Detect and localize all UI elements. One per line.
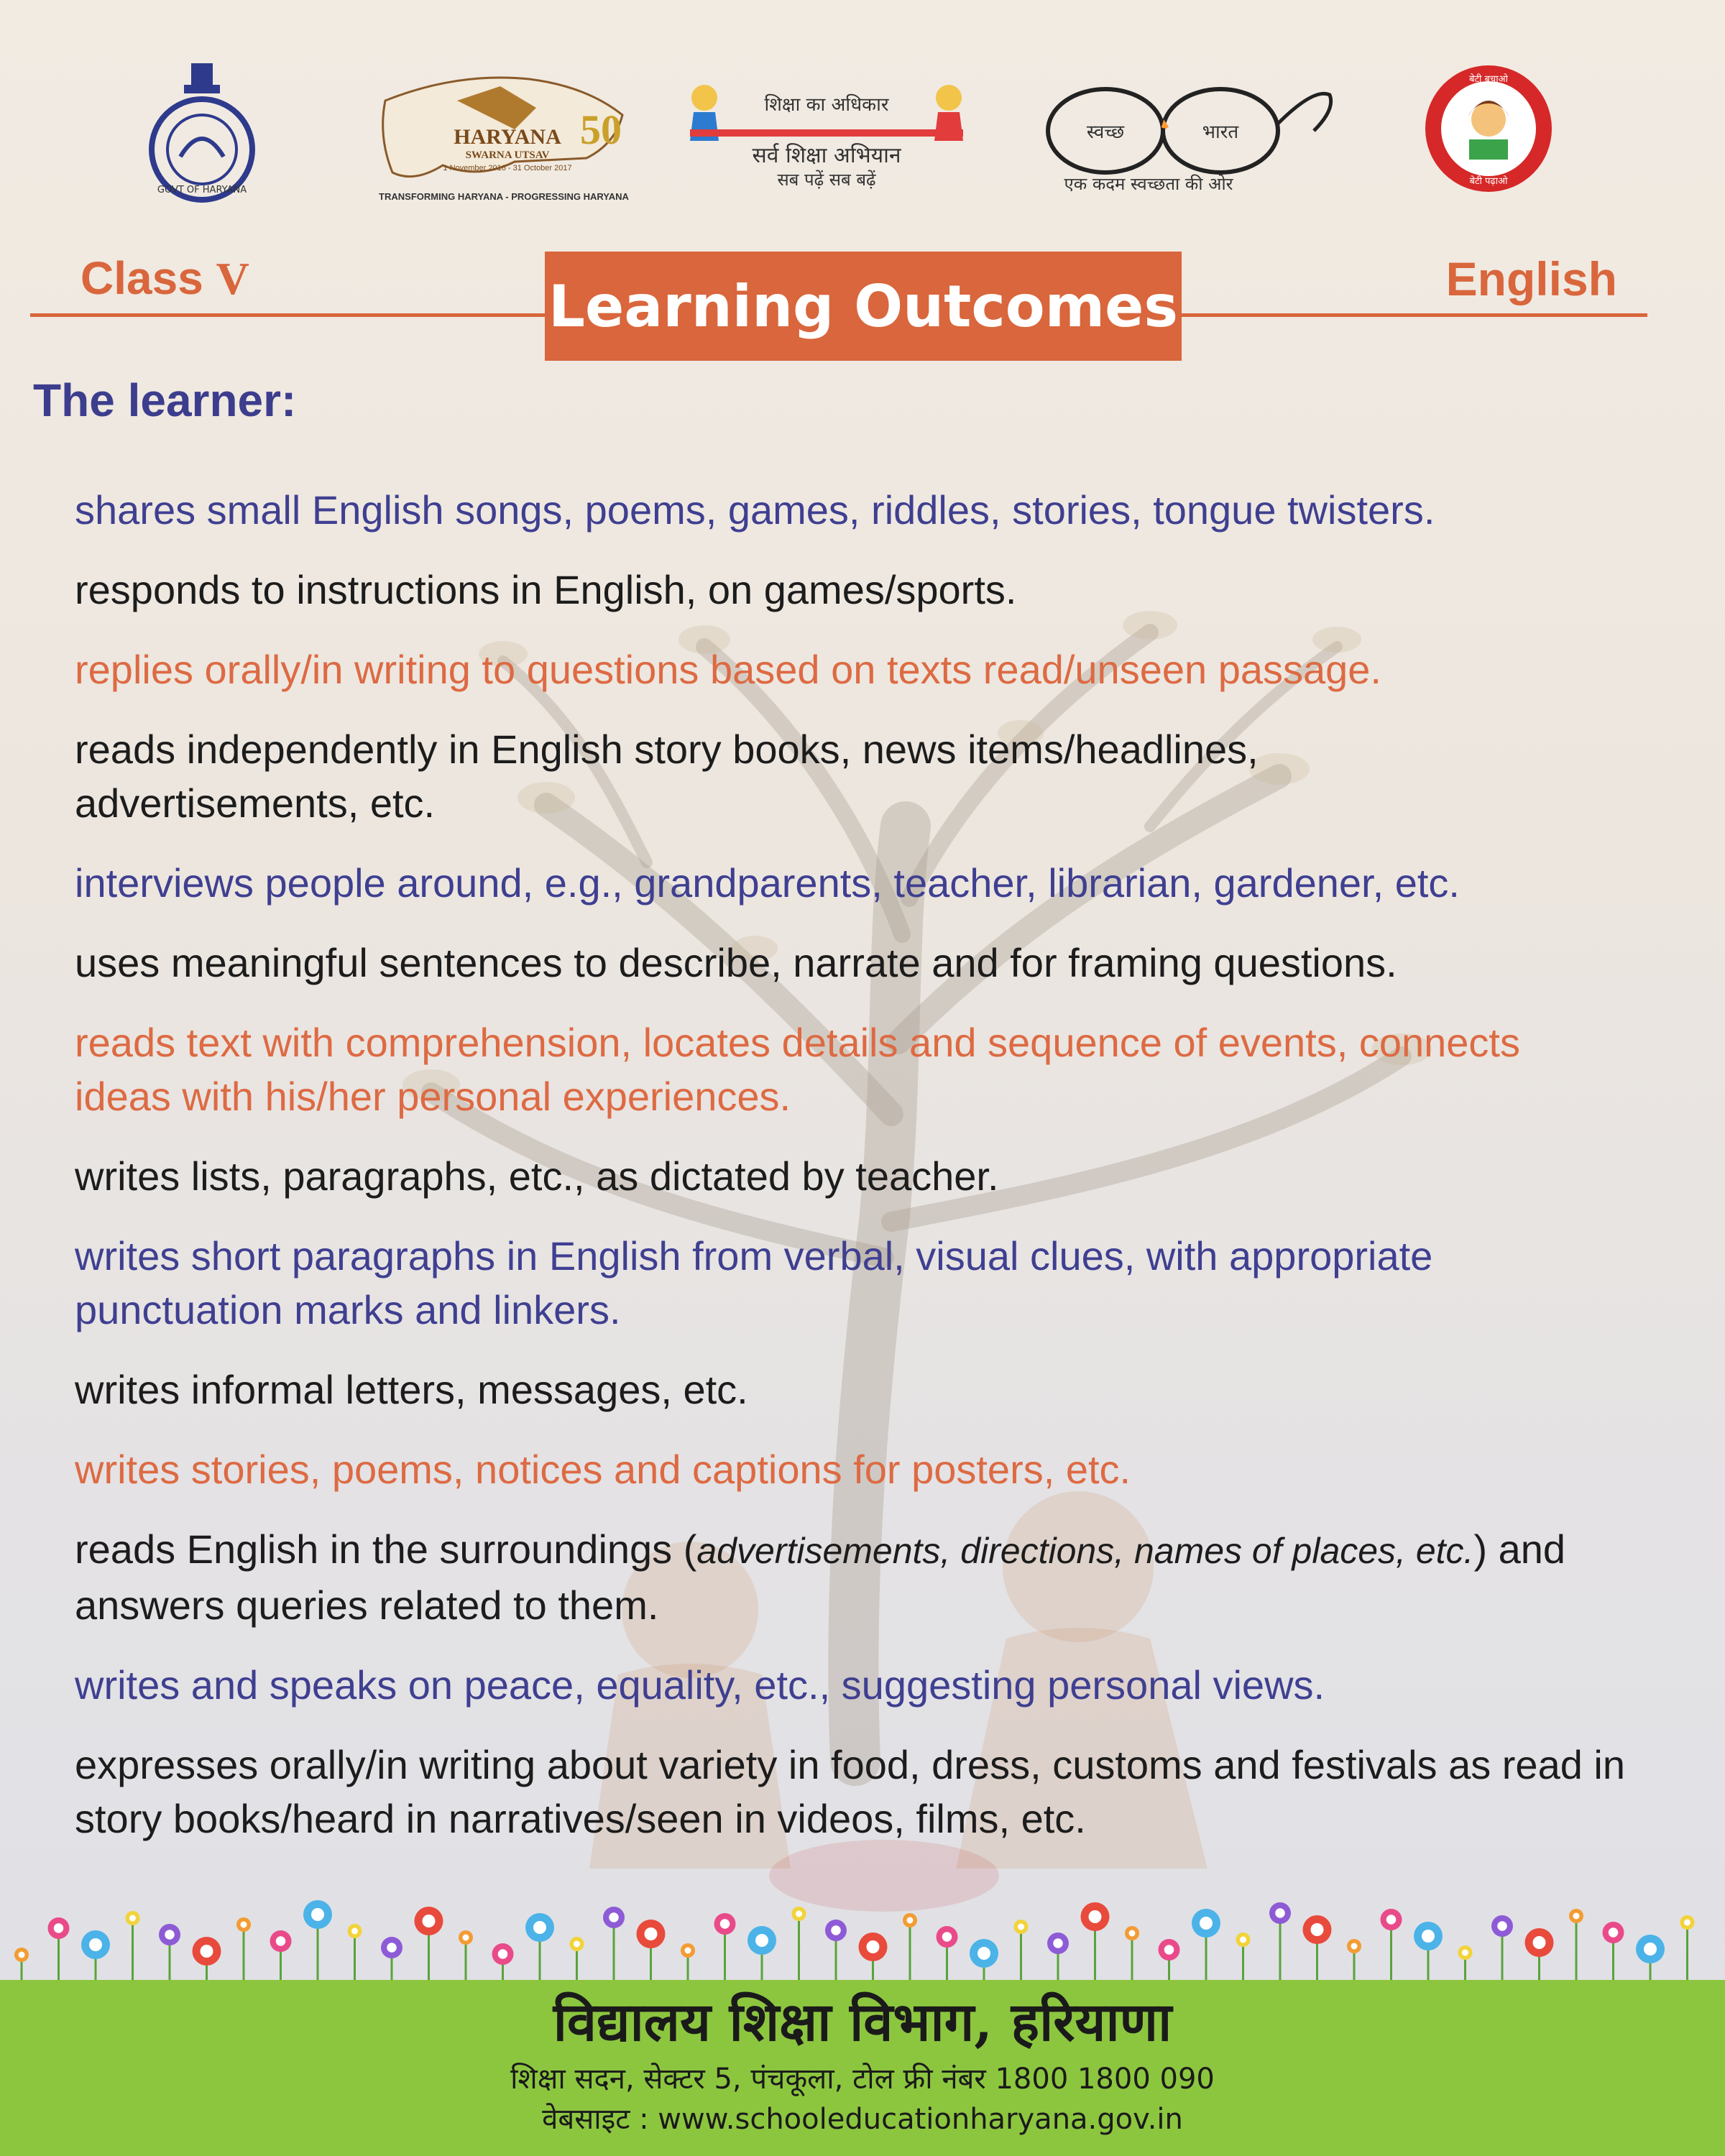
- department-website: वेबसाइट : www.schooleducationharyana.gov.in: [542, 2103, 1183, 2136]
- flower-border-decoration: [0, 1876, 1725, 1984]
- svg-text:TRANSFORMING HARYANA - PROGRES: TRANSFORMING HARYANA - PROGRESSING HARYANA: [379, 191, 629, 202]
- outcome-text: reads English in the surroundings (: [75, 1526, 697, 1572]
- outcome-item: shares small English songs, poems, games, riddles, stories, tongue twisters.: [75, 487, 1435, 533]
- outcome-examples: advertisements, directions, names of places, etc.: [696, 1531, 1474, 1571]
- outcome-text: ) and answers queries related to them.: [75, 1526, 1566, 1628]
- svg-text:सब पढ़ें सब बढ़ें: सब पढ़ें सब बढ़ें: [777, 170, 876, 190]
- svg-text:GOVT OF HARYANA: GOVT OF HARYANA: [157, 185, 247, 195]
- svg-text:एक कदम स्वच्छता की ओर: एक कदम स्वच्छता की ओर: [1064, 174, 1233, 194]
- haryana-emblem-logo: [141, 49, 263, 207]
- outcome-item: writes and speaks on peace, equality, etc., suggesting personal views.: [75, 1662, 1325, 1708]
- svg-text:स्वच्छ: स्वच्छ: [1086, 121, 1125, 143]
- svg-text:SWARNA UTSAV: SWARNA UTSAV: [465, 149, 550, 161]
- outcome-item: writes stories, poems, notices and captions for posters, etc.: [75, 1447, 1131, 1492]
- outcome-item: writes lists, paragraphs, etc., as dictated by teacher.: [75, 1153, 999, 1199]
- outcome-item: expresses orally/in writing about variety in food, dress, customs and festivals as read in story books/heard in narratives/seen in videos, films, etc.: [75, 1742, 1626, 1841]
- beti-bachao-beti-padhao-logo: [1423, 63, 1554, 194]
- header-divider-left: [30, 313, 548, 317]
- haryana-swarna-utsav-logo: [371, 57, 637, 208]
- svg-text:भारत: भारत: [1202, 121, 1239, 143]
- outcome-item: writes informal letters, messages, etc.: [75, 1367, 748, 1412]
- svg-text:50: 50: [580, 106, 622, 153]
- learning-outcomes-list: [75, 483, 1692, 1871]
- outcome-item: [75, 1522, 1692, 1632]
- subject-label: English: [1445, 252, 1617, 305]
- class-number: V: [216, 253, 249, 304]
- outcome-item: interviews people around, e.g., grandparents, teacher, librarian, gardener, etc.: [75, 860, 1460, 906]
- learner-heading: The learner:: [33, 374, 297, 426]
- svg-text:बेटी पढ़ाओ: बेटी पढ़ाओ: [1469, 176, 1508, 187]
- department-name: विद्यालय शिक्षा विभाग, हरियाणा: [553, 1991, 1172, 2053]
- svg-text:शिक्षा का अधिकार: शिक्षा का अधिकार: [764, 94, 889, 116]
- svg-text:बेटी बचाओ: बेटी बचाओ: [1469, 74, 1508, 85]
- svg-text:1 November 2016 - 31 October 2: 1 November 2016 - 31 October 2017: [443, 164, 572, 172]
- class-label: [80, 252, 249, 305]
- outcome-item: writes short paragraphs in English from verbal, visual clues, with appropriate punctuation marks and linkers.: [75, 1233, 1433, 1332]
- svg-text:सर्व शिक्षा अभियान: सर्व शिक्षा अभियान: [752, 143, 901, 168]
- sarva-shiksha-abhiyan-logo: [676, 69, 978, 191]
- swachh-bharat-logo: [1041, 80, 1335, 195]
- class-label-text: Class: [80, 252, 203, 304]
- department-address: शिक्षा सदन, सेक्टर 5, पंचकूला, टोल फ्री नंबर 1800 1800 090: [510, 2063, 1215, 2096]
- outcome-item: responds to instructions in English, on games/sports.: [75, 567, 1017, 612]
- svg-text:HARYANA: HARYANA: [454, 125, 561, 149]
- outcome-item: reads text with comprehension, locates details and sequence of events, connects ideas with his/her personal experiences.: [75, 1020, 1520, 1119]
- footer: [0, 1980, 1725, 2156]
- page-title: Learning Outcomes: [545, 252, 1182, 361]
- header-divider-right: [1179, 313, 1647, 317]
- outcome-item: reads independently in English story books, news items/headlines, advertisements, etc.: [75, 727, 1259, 826]
- outcome-item: replies orally/in writing to questions based on texts read/unseen passage.: [75, 647, 1381, 692]
- outcome-item: uses meaningful sentences to describe, narrate and for framing questions.: [75, 940, 1397, 985]
